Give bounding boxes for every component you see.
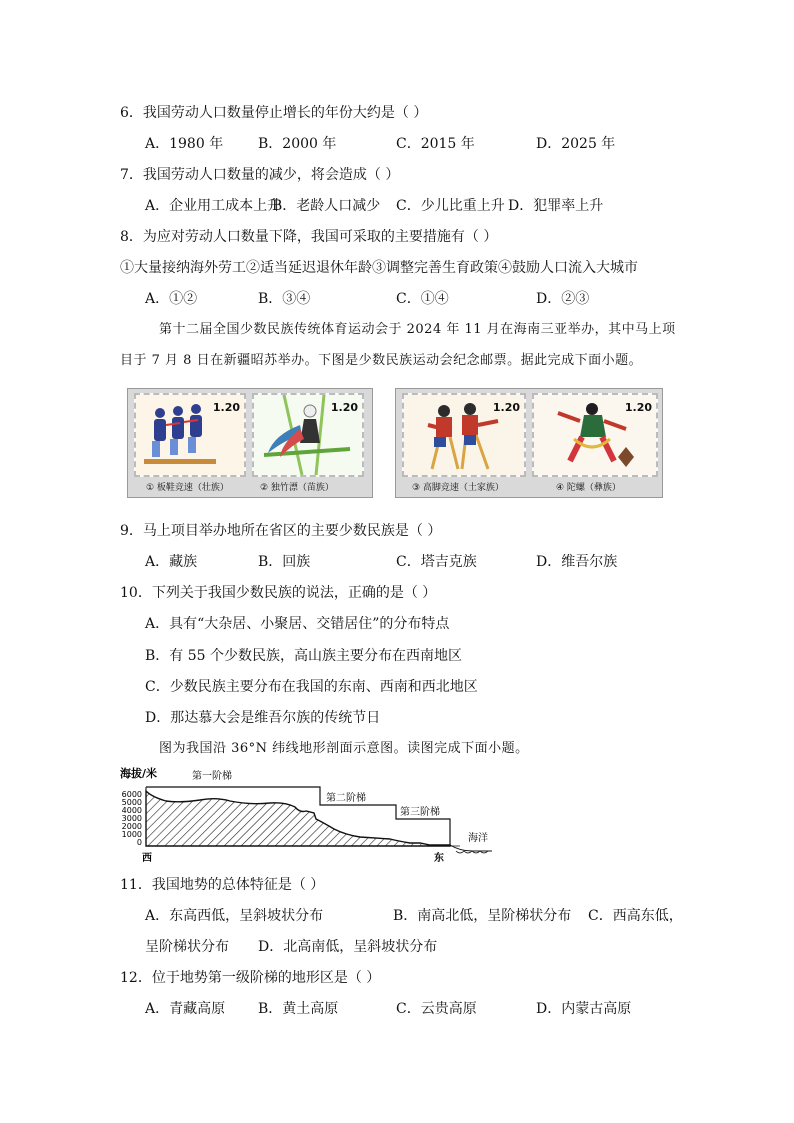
stamp-tuoluo — [532, 393, 658, 477]
stamp-pair-left — [127, 388, 373, 498]
question-12-stem: 12．位于地势第一级阶梯的地形区是（ ） — [120, 970, 381, 986]
question-9-option-c: C．塔吉克族 — [396, 554, 477, 570]
stamp-2-caption: ② 独竹漂（苗族） — [260, 483, 334, 493]
question-6-option-a: A．1980 年 — [145, 136, 224, 152]
question-9-option-b: B．回族 — [258, 554, 311, 570]
stamp-duzhupiao — [252, 393, 364, 477]
profile-ytick-2000: 2000 — [121, 822, 142, 831]
stamp-3-caption: ③ 高脚竞速（土家族） — [412, 483, 504, 493]
question-8-option-c: C．①④ — [396, 291, 449, 307]
question-11-stem: 11．我国地势的总体特征是（ ） — [120, 877, 325, 893]
question-7-option-c: C．少儿比重上升 — [396, 198, 505, 214]
profile-ytick-0: 0 — [136, 838, 142, 847]
question-10-option-c: C．少数民族主要分布在我国的东南、西南和西北地区 — [145, 679, 478, 695]
question-6-option-b: B．2000 年 — [258, 136, 337, 152]
stamp-gaojiao-jingsu — [402, 393, 526, 477]
profile-step2-label: 第二阶梯 — [326, 793, 366, 804]
question-7-option-b: B．老龄人口减少 — [272, 198, 381, 214]
stamp-1-price: 1.20 — [212, 401, 240, 414]
question-10-option-b: B．有 55 个少数民族，高山族主要分布在西南地区 — [145, 648, 463, 664]
terrain-profile-figure — [120, 763, 500, 868]
question-7-stem: 7．我国劳动人口数量的减少，将会造成（ ） — [120, 167, 400, 183]
profile-step1-label: 第一阶梯 — [192, 771, 232, 782]
stamp-pair-right — [395, 388, 663, 498]
question-6-option-c: C．2015 年 — [396, 136, 475, 152]
profile-ytick-3000: 3000 — [121, 814, 142, 823]
profile-ytick-5000: 5000 — [121, 798, 142, 807]
question-12-option-b: B．黄土高原 — [258, 1001, 339, 1017]
profile-step3-label: 第三阶梯 — [400, 807, 440, 818]
profile-east-label: 东 — [434, 853, 444, 864]
question-8-option-b: B．③④ — [258, 291, 311, 307]
material-intro-line-2: 目于 7 月 8 日在新疆昭苏举办。下图是少数民族运动会纪念邮票。据此完成下面小题。 — [120, 353, 643, 368]
question-9-stem: 9．马上项目举办地所在省区的主要少数民族是（ ） — [120, 523, 442, 539]
question-10-option-d: D．那达慕大会是维吾尔族的传统节日 — [145, 710, 381, 726]
profile-ytick-6000: 6000 — [121, 790, 142, 799]
stamp-4-price: 1.20 — [624, 401, 652, 414]
profile-west-label: 西 — [142, 853, 152, 864]
question-12-option-c: C．云贵高原 — [396, 1001, 477, 1017]
stamp-3-price: 1.20 — [492, 401, 520, 414]
stamp-1-caption: ① 板鞋竞速（壮族） — [146, 483, 229, 493]
question-6-option-d: D．2025 年 — [536, 136, 616, 152]
question-11-option-b: B．南高北低，呈阶梯状分布 — [393, 908, 572, 924]
question-11-option-c-part2: 呈阶梯状分布 — [145, 939, 229, 955]
profile-ocean-label: 海洋 — [468, 833, 488, 844]
question-8-option-d: D．②③ — [536, 291, 590, 307]
question-12-option-d: D．内蒙古高原 — [536, 1001, 632, 1017]
question-11-option-c-part1: C．西高东低， — [588, 908, 683, 924]
question-9-option-d: D．维吾尔族 — [536, 554, 618, 570]
stamp-4-caption: ④ 陀螺（彝族） — [556, 483, 621, 493]
profile-ytick-1000: 1000 — [121, 830, 142, 839]
question-11-option-a: A．东高西低，呈斜坡状分布 — [145, 908, 324, 924]
question-9-option-a: A．藏族 — [145, 554, 198, 570]
question-8-statements: ①大量接纳海外劳工②适当延迟退休年龄③调整完善生育政策④鼓励人口流入大城市 — [120, 260, 638, 276]
question-11-option-d: D．北高南低，呈斜坡状分布 — [258, 939, 438, 955]
question-6-stem: 6．我国劳动人口数量停止增长的年份大约是（ ） — [120, 105, 428, 121]
question-10-stem: 10．下列关于我国少数民族的说法，正确的是（ ） — [120, 585, 437, 601]
profile-y-axis-label: 海拔/米 — [120, 767, 158, 780]
profile-intro: 图为我国沿 36°N 纬线地形剖面示意图。读图完成下面小题。 — [159, 741, 529, 756]
question-7-option-a: A．企业用工成本上升 — [145, 198, 282, 214]
stamp-2-price: 1.20 — [330, 401, 358, 414]
question-8-option-a: A．①② — [145, 291, 198, 307]
profile-ytick-4000: 4000 — [121, 806, 142, 815]
stamps-figure — [127, 388, 663, 498]
material-intro-line-1: 第十二届全国少数民族传统体育运动会于 2024 年 11 月在海南三亚举办，其中马上项 — [159, 322, 676, 337]
question-8-stem: 8．为应对劳动人口数量下降，我国可采取的主要措施有（ ） — [120, 229, 498, 245]
stamp-banxie-jingsu — [134, 393, 246, 477]
question-7-option-d: D．犯罪率上升 — [508, 198, 604, 214]
question-12-option-a: A．青藏高原 — [145, 1001, 226, 1017]
question-10-option-a: A．具有“大杂居、小聚居、交错居住”的分布特点 — [145, 616, 450, 632]
